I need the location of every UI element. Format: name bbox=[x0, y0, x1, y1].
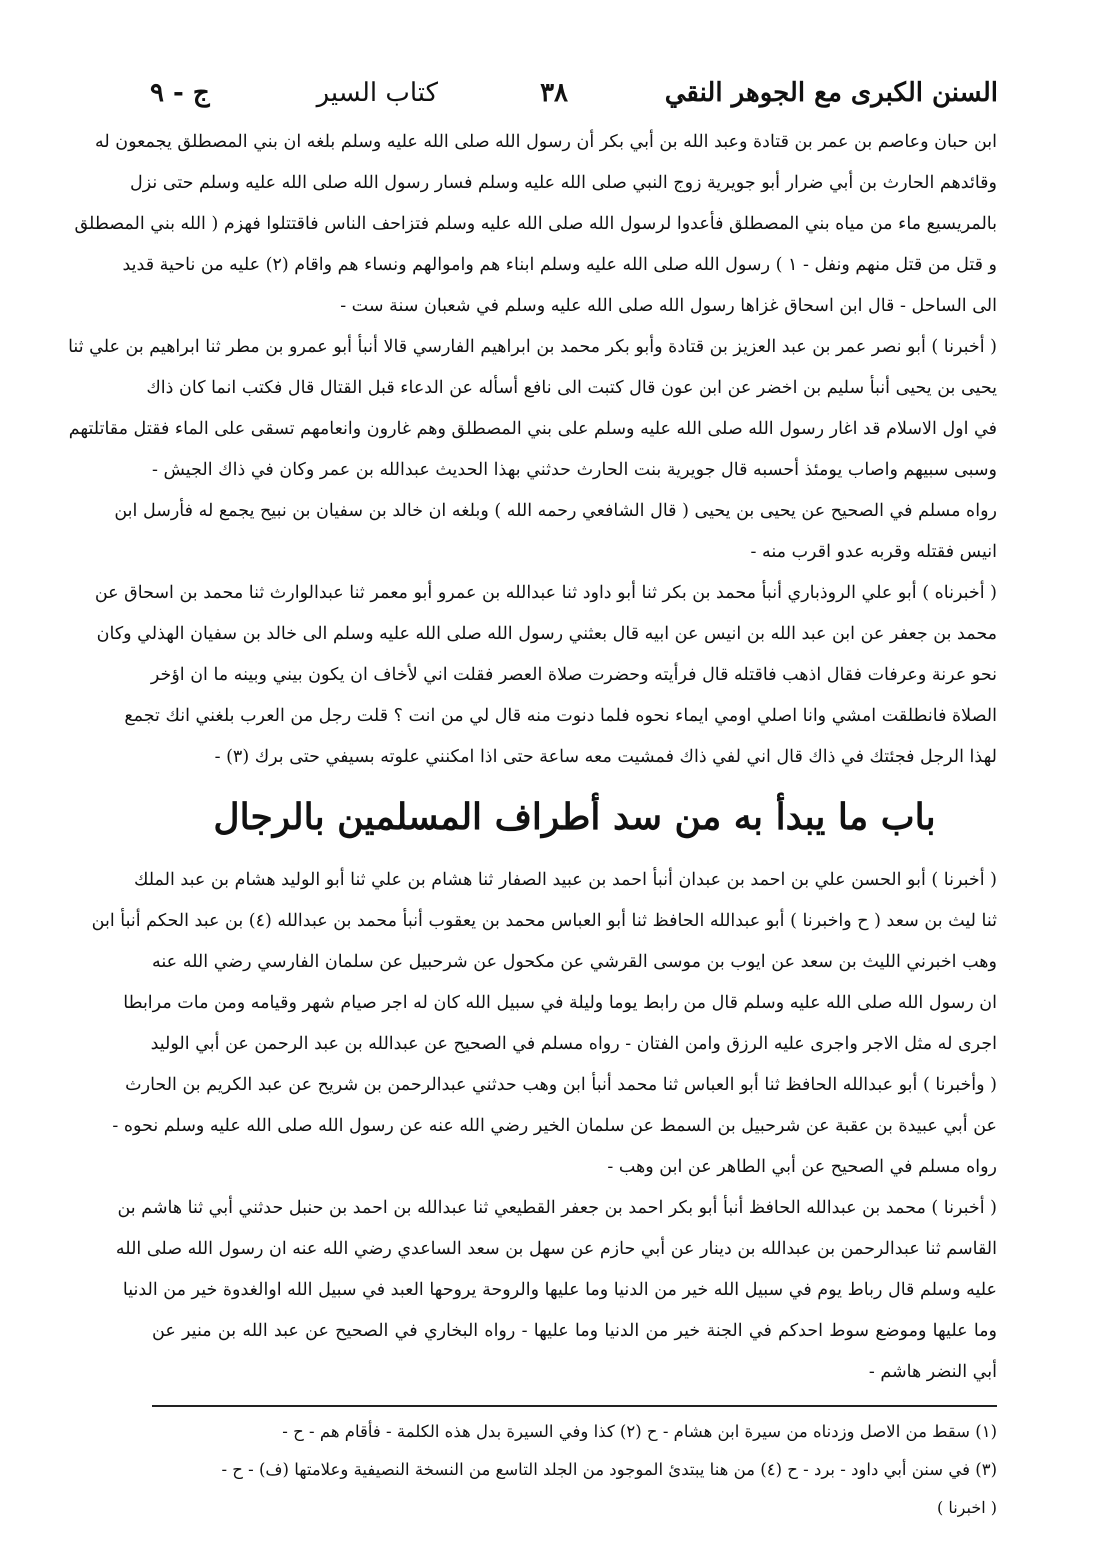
text-line: الى الساحل - قال ابن اسحاق غزاها رسول الله صلى الله عليه وسلم في شعبان سنة ست - bbox=[340, 296, 997, 316]
text-line: ثنا ليث بن سعد ( ح واخبرنا ) أبو عبدالله الحافظ ثنا أبو العباس محمد بن يعقوب أنبأ محمد بن عبدالله (٤) بن عبد الحكم أنبأ ابن bbox=[91, 911, 997, 931]
book-title: السنن الكبرى مع الجوهر النقي bbox=[664, 78, 998, 108]
text-line: أبي النضر هاشم - bbox=[868, 1362, 997, 1382]
text-line: وهب اخبرني الليث بن سعد عن ايوب بن موسى القرشي عن مكحول عن شرحبيل عن سلمان الفارسي رضي الله عنه bbox=[152, 952, 997, 972]
text-line: عن أبي عبيدة بن عقبة عن شرحبيل بن السمط عن سلمان الخير رضي الله عنه عن رسول الله صلى الله عليه وسلم نحوه - bbox=[112, 1116, 997, 1136]
running-header bbox=[150, 78, 998, 118]
text-line: ابن حبان وعاصم بن عمر بن قتادة وعبد الله بن أبي بكر أن رسول الله صلى الله عليه وسلم بلغه ان بني المصطلق يجمعون له bbox=[94, 132, 997, 152]
footnote-line: (١) سقط من الاصل وزدناه من سيرة ابن هشام - ح (٢) كذا وفي السيرة بدل هذه الكلمة - فأقام هم - ح - bbox=[282, 1422, 997, 1441]
text-line: رواه مسلم في الصحيح عن أبي الطاهر عن ابن وهب - bbox=[607, 1157, 997, 1177]
text-line: بالمريسيع ماء من مياه بني المصطلق فأعدوا لرسول الله صلى الله عليه وسلم فتزاحف الناس فاقتتلوا فهزم ( الله بني المصطلق bbox=[74, 214, 997, 234]
text-line: عليه وسلم قال رباط يوم في سبيل الله خير من الدنيا وما عليها والروحة يروحها العبد في سبيل الله اوالغدوة خير من الدنيا bbox=[122, 1280, 997, 1300]
volume-label: ج - ٩ bbox=[150, 78, 210, 108]
text-line: في اول الاسلام قد اغار رسول الله صلى الله عليه وسلم على بني المصطلق وهم غارون وانعامهم تسقى على الماء فقتل مقاتلتهم bbox=[68, 419, 997, 439]
text-line: و قتل من قتل منهم ونفل - ١ ) رسول الله صلى الله عليه وسلم ابناء هم واموالهم ونساء هم واقام (٢) عليه من ناحية قديد bbox=[122, 255, 997, 275]
text-line: وقائدهم الحارث بن أبي ضرار أبو جويرية زوج النبي صلى الله عليه وسلم فسار رسول الله صلى الله عليه وسلم حتى نزل bbox=[130, 173, 997, 193]
text-line: وسبى سبيهم واصاب يومئذ أحسبه قال جويرية بنت الحارث حدثني بهذا الحديث عبدالله بن عمر وكان في ذاك الجيش - bbox=[152, 460, 997, 480]
page-number: ٣٨ bbox=[540, 78, 568, 108]
text-line: ( أخبرناه ) أبو علي الروذباري أنبأ محمد بن بكر ثنا أبو داود ثنا عبدالله بن عمرو أبو معمر ثنا عبدالوارث ثنا محمد بن اسحاق عن bbox=[94, 583, 997, 603]
text-line: رواه مسلم في الصحيح عن يحيى بن يحيى ( قال الشافعي رحمه الله ) وبلغه ان خالد بن سفيان بن نبيح يجمع له فأرسل ابن bbox=[114, 501, 997, 521]
text-line: لهذا الرجل فجئتك في ذاك قال اني لفي ذاك فمشيت معه ساعة حتى اذا امكنني علوته بسيفي حتى برك (٣) - bbox=[214, 747, 997, 767]
footnote-line: (٣) في سنن أبي داود - برد - ح (٤) من هنا يبتدئ الموجود من الجلد التاسع من النسخة النصيفية وعلامتها (ف) - ح - bbox=[221, 1460, 997, 1479]
footnote-divider bbox=[152, 1405, 997, 1407]
section-title: كتاب السير bbox=[316, 78, 438, 108]
text-line: القاسم ثنا عبدالرحمن بن عبدالله بن دينار عن أبي حازم عن سهل بن سعد الساعدي رضي الله عنه ان رسول الله صلى الله bbox=[115, 1239, 997, 1259]
text-line: ان رسول الله صلى الله عليه وسلم قال من رابط يوما وليلة في سبيل الله كان له اجر صيام شهر وقيامه ومن مات مرابطا bbox=[123, 993, 997, 1013]
text-line: وما عليها وموضع سوط احدكم في الجنة خير من الدنيا وما عليها - رواه البخاري في الصحيح عن عبد الله بن منير عن bbox=[152, 1321, 997, 1341]
footnotes bbox=[152, 1413, 997, 1527]
text-line: يحيى بن يحيى أنبأ سليم بن اخضر عن ابن عون قال كتبت الى نافع أسأله عن الدعاء قبل القتال قال فكتب انما كان ذاك bbox=[146, 378, 997, 398]
text-line: انيس فقتله وقربه عدو اقرب منه - bbox=[750, 542, 997, 562]
text-line: ( أخبرنا ) محمد بن عبدالله الحافظ أنبأ أبو بكر احمد بن جعفر القطيعي ثنا عبدالله بن احمد بن حنبل حدثني أبي ثنا هاشم بن bbox=[117, 1198, 997, 1218]
text-line: ( وأخبرنا ) أبو عبدالله الحافظ ثنا أبو العباس ثنا محمد أنبأ ابن وهب حدثني عبدالرحمن بن شريح عن عبد الكريم بن الحارث bbox=[125, 1075, 997, 1095]
main-text bbox=[68, 122, 997, 1393]
text-line: ( أخبرنا ) أبو نصر عمر بن عبد العزيز بن قتادة وأبو بكر محمد بن ابراهيم الفارسي قالا أنبأ أبو عمرو بن مطر ثنا ابراهيم بن علي ثنا bbox=[68, 337, 997, 357]
text-line: محمد بن جعفر عن ابن عبد الله بن انيس عن ابيه قال بعثني رسول الله صلى الله عليه وسلم الى خالد بن سفيان الهذلي وكان bbox=[96, 624, 997, 644]
text-line: اجرى له مثل الاجر واجرى عليه الرزق وامن الفتان - رواه مسلم في الصحيح عن عبدالله بن عبد الرحمن عن أبي الوليد bbox=[150, 1034, 997, 1054]
catchword: ( اخبرنا ) bbox=[937, 1498, 997, 1517]
text-line: ( أخبرنا ) أبو الحسن علي بن احمد بن عبدان أنبأ احمد بن عبيد الصفار ثنا هشام بن علي ثنا أبو الوليد هشام بن عبد الملك bbox=[133, 870, 997, 890]
text-line: نحو عرنة وعرفات فقال اذهب فاقتله قال فرأيته وحضرت صلاة العصر فقلت اني لأخاف ان يكون بيني وبينه ما ان اؤخر bbox=[150, 665, 997, 685]
text-line: الصلاة فانطلقت امشي وانا اصلي اومي ايماء نحوه فلما دنوت منه قال لي من انت ؟ قلت رجل من العرب بلغني انك تجمع bbox=[124, 706, 997, 726]
chapter-heading: باب ما يبدأ به من سد أطراف المسلمين بالرجال bbox=[213, 796, 936, 838]
